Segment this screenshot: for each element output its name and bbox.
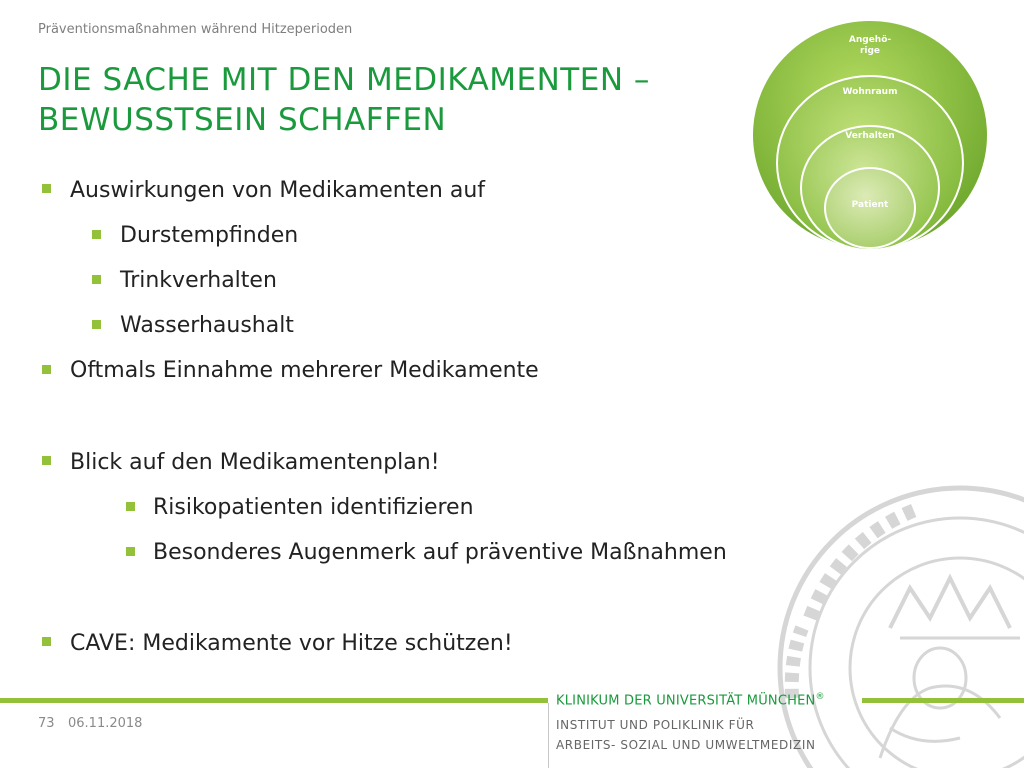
slide-title bbox=[38, 60, 758, 140]
sub-bullet-item: Besonderes Augenmerk auf präventive Maßnahmen bbox=[153, 540, 727, 565]
registered-mark: ® bbox=[815, 692, 825, 702]
bullet-marker bbox=[42, 184, 51, 193]
page-number: 73 bbox=[38, 716, 55, 731]
institute-line-1: INSTITUT UND POLIKLINIK FÜR bbox=[556, 718, 755, 732]
sub-bullet-item: Durstempfinden bbox=[120, 223, 299, 248]
sub-bullet-marker bbox=[92, 320, 101, 329]
sub-bullet-marker bbox=[126, 547, 135, 556]
concentric-circles-diagram bbox=[750, 18, 995, 258]
clinic-name bbox=[556, 692, 825, 708]
footer-accent-bar-left bbox=[0, 698, 548, 703]
footer-accent-bar-right bbox=[862, 698, 1024, 703]
ring-label-relatives-1: Angehö- bbox=[848, 35, 892, 45]
ring-label-patient: Patient bbox=[851, 200, 889, 210]
ring-label-relatives-2: rige bbox=[859, 46, 881, 56]
university-seal-watermark bbox=[770, 478, 1024, 768]
bullet-item: Blick auf den Medikamentenplan! bbox=[70, 450, 440, 475]
ring-label-living-space: Wohnraum bbox=[842, 87, 898, 97]
sub-bullet-marker bbox=[92, 230, 101, 239]
sub-bullet-marker bbox=[126, 502, 135, 511]
clinic-name-text: KLINIKUM DER UNIVERSITÄT MÜNCHEN bbox=[556, 693, 816, 709]
bullet-item: CAVE: Medikamente vor Hitze schützen! bbox=[70, 631, 513, 656]
slide-title-line-1: DIE SACHE MIT DEN MEDIKAMENTEN – bbox=[38, 62, 650, 98]
slide-date: 06.11.2018 bbox=[68, 716, 143, 731]
bullet-item: Oftmals Einnahme mehrerer Medikamente bbox=[70, 358, 539, 383]
ring-label-behavior: Verhalten bbox=[845, 131, 895, 141]
sub-bullet-item: Risikopatienten identifizieren bbox=[153, 495, 474, 520]
footer-divider bbox=[548, 703, 549, 768]
institute-line-2: ARBEITS- SOZIAL UND UMWELTMEDIZIN bbox=[556, 738, 816, 752]
slide-title-line-2: BEWUSSTSEIN SCHAFFEN bbox=[38, 102, 447, 138]
sub-bullet-item: Wasserhaushalt bbox=[120, 313, 294, 338]
sub-bullet-marker bbox=[92, 275, 101, 284]
slide-topic-header: Präventionsmaßnahmen während Hitzeperioden bbox=[38, 22, 353, 37]
bullet-marker bbox=[42, 456, 51, 465]
bullet-marker bbox=[42, 637, 51, 646]
bullet-item: Auswirkungen von Medikamenten auf bbox=[70, 178, 486, 203]
bullet-marker bbox=[42, 365, 51, 374]
sub-bullet-item: Trinkverhalten bbox=[120, 268, 277, 293]
